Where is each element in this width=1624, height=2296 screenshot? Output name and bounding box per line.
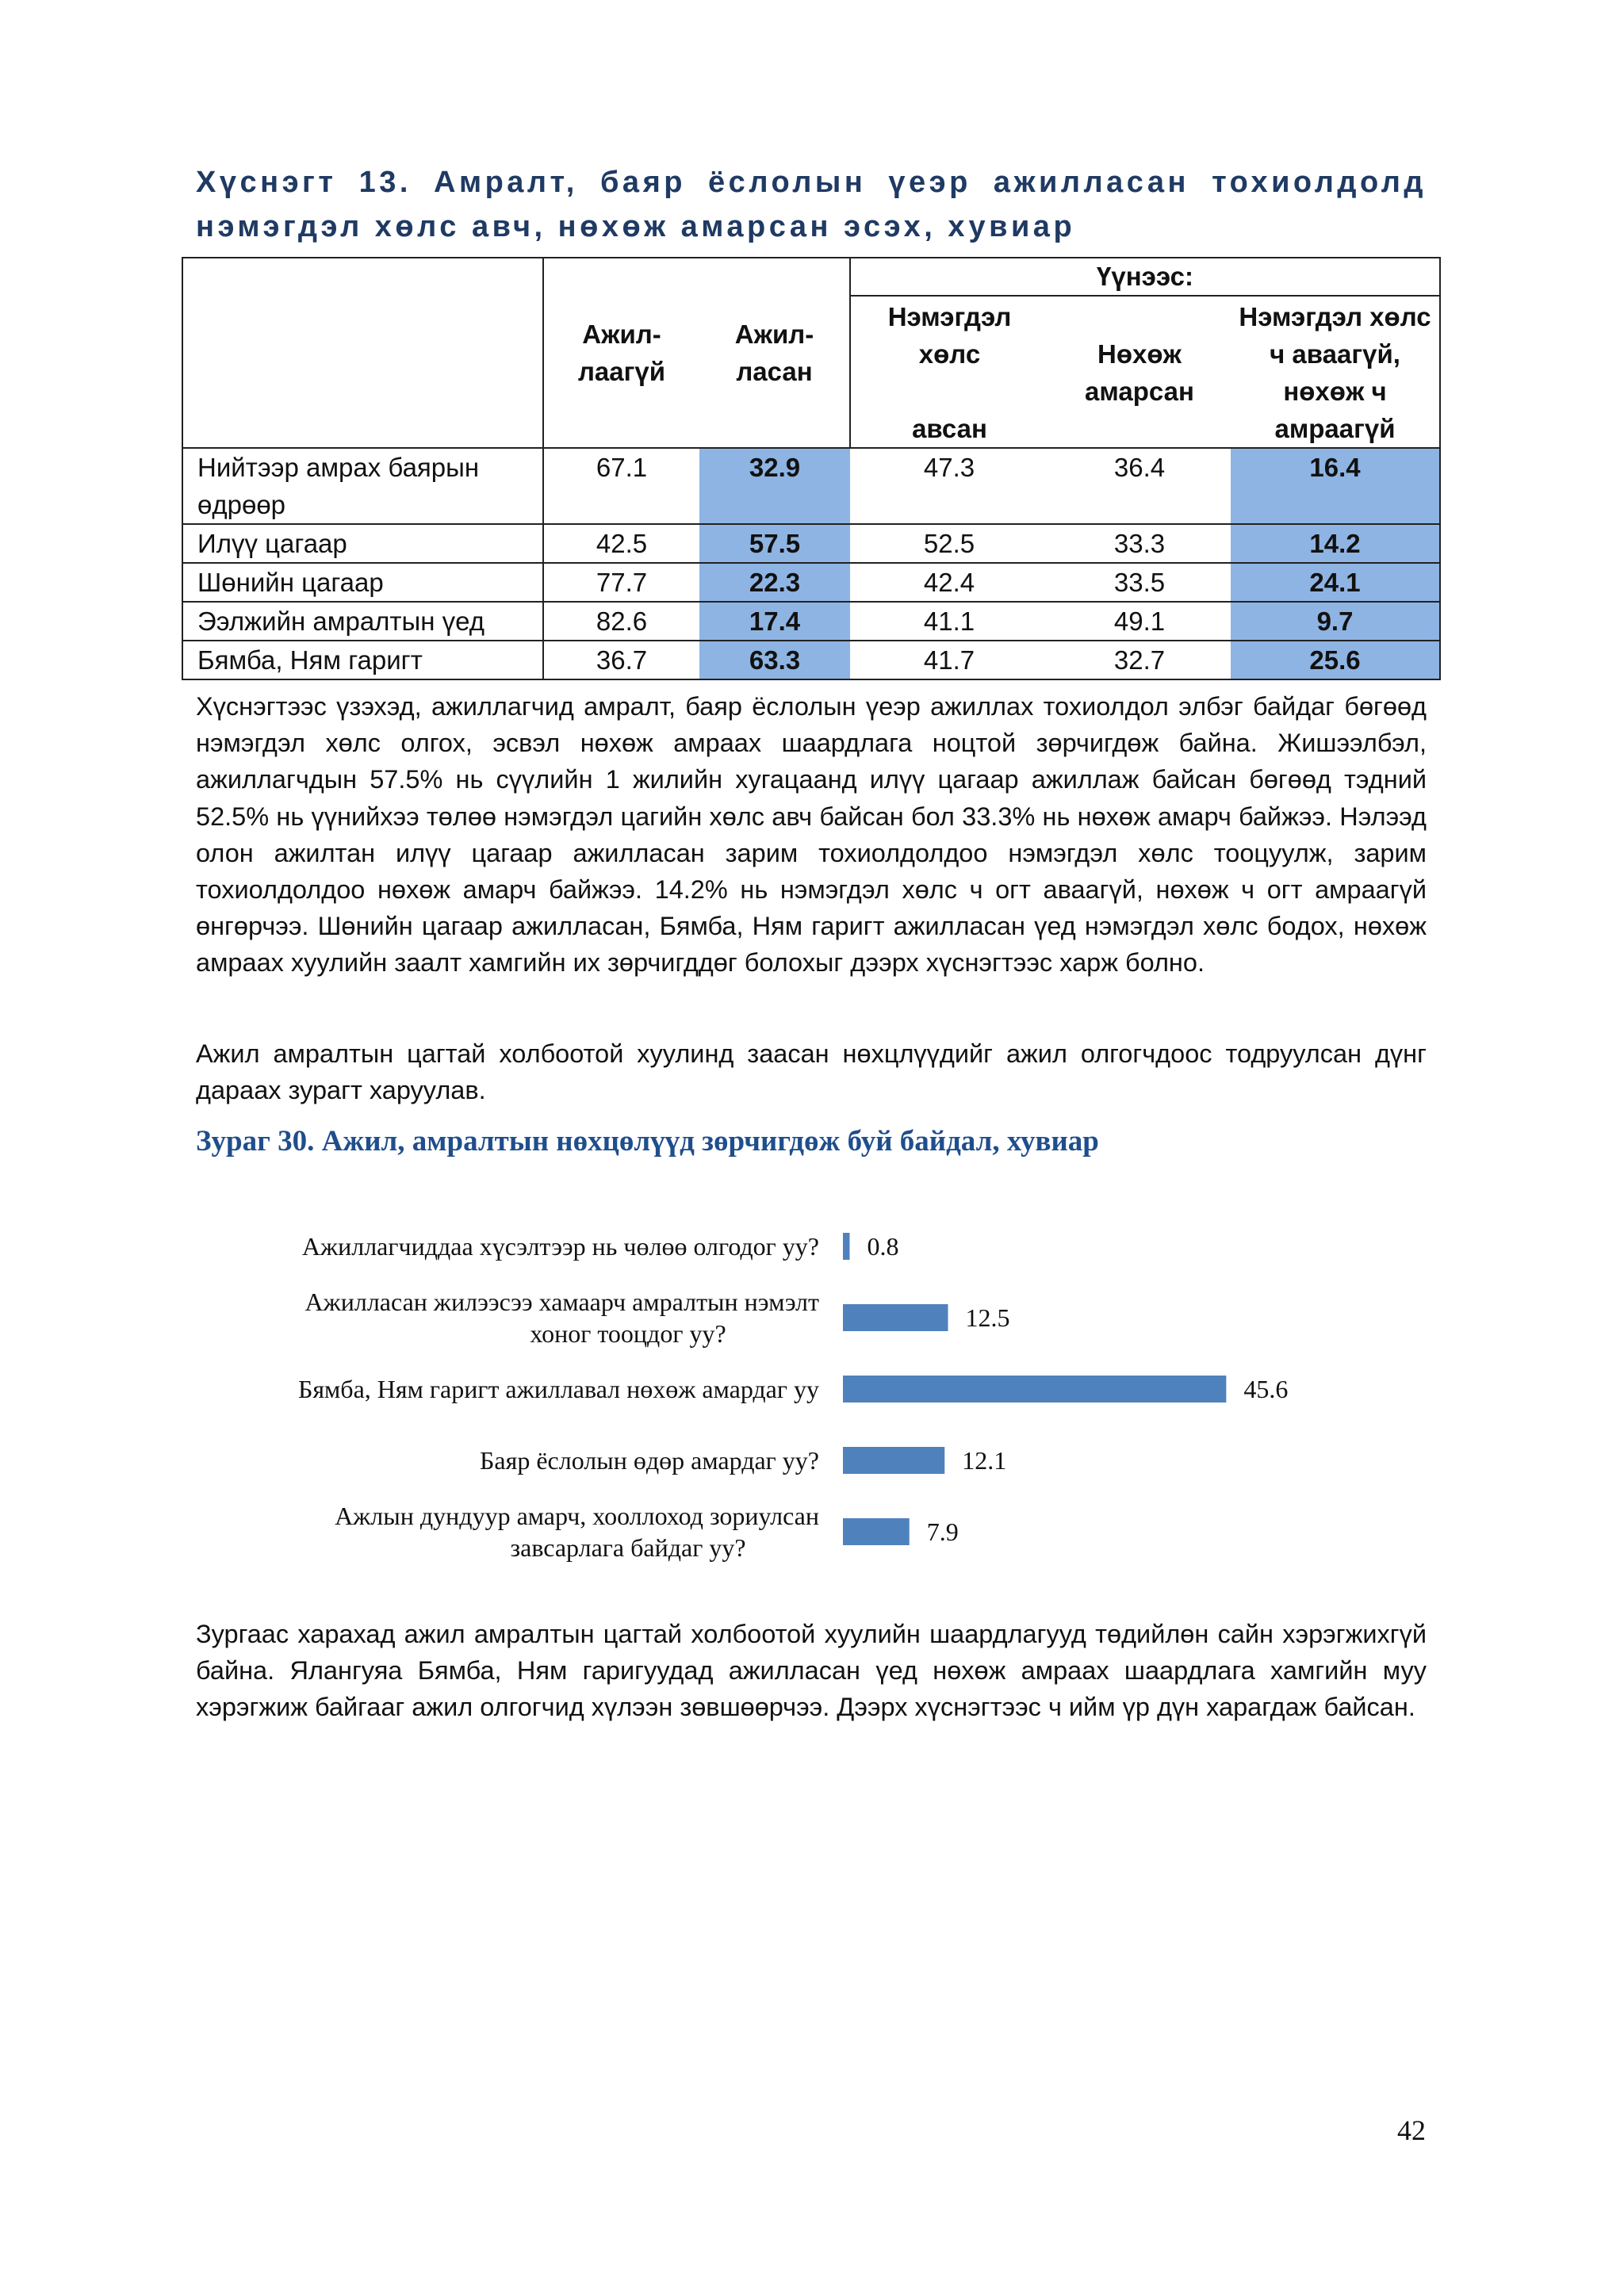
cell-not-worked: 42.5: [543, 524, 699, 563]
paragraph-table-analysis: Хүснэгтээс үзэхэд, ажиллагчид амралт, баяр ёслолын үеэр ажиллах тохиолдол элбэг байдаг бөгөөд нэмэгдэл хөлс олгох, эсвэл нөхөж амраах шаардлага ноцтой зөрчигдөж байна. Жишээлбэл, ажиллагчдын 57.5% нь сүүлийн 1 жилийн хугацаанд илүү цагаар ажиллаж байсан бөгөөд тэдний 52.5% нь үүнийхээ төлөө нэмэгдэл цагийн хөлс авч байсан бол 33.3% нь нөхөж амарч байжээ. Нэлээд олон ажилтан илүү цагаар ажилласан зарим тохиолдолдоо нэмэгдэл хөлс тооцуулж, зарим тохиолдолдоо нөхөж амарч байжээ. 14.2% нь нэмэгдэл хөлс ч огт аваагүй, нөхөж ч огт амраагүй өнгөрчээ. Шөнийн цагаар ажилласан, Бямба, Ням гаригт ажилласан үед нэмэгдэл хөлс бодох, нөхөж амраах хуулийн заалт хамгийн их зөрчигддөг болохыг дээрх хүснэгтээс харж болно.: [196, 692, 1427, 978]
cell-neither: 24.1: [1231, 563, 1440, 602]
cell-worked: 22.3: [699, 563, 850, 602]
cell-not-worked: 77.7: [543, 563, 699, 602]
category-label: Баяр ёслолын өдөр амардаг уу?: [480, 1446, 819, 1475]
header-comp-rest: Нөхөж амарсан: [1048, 296, 1231, 448]
cell-comp-rest: 36.4: [1048, 448, 1231, 524]
cell-comp-rest: 33.5: [1048, 563, 1231, 602]
data-label: 7.9: [926, 1517, 959, 1546]
table-row: [182, 563, 1440, 602]
cell-neither: 9.7: [1231, 602, 1440, 641]
category-label: Ажилласан жилээсээ хамаарч амралтын нэмэлт хоног тооцдог уу?: [304, 1288, 819, 1348]
category-label: Ажлын дундуур амарч, хооллоход зориулсан завсарлага байдаг уу?: [335, 1502, 819, 1562]
header-corner: [182, 258, 543, 448]
cell-comp-rest: 33.3: [1048, 524, 1231, 563]
bar: [843, 1304, 948, 1331]
paragraph-figure-analysis: Зургаас харахад ажил амралтын цагтай холбоотой хуулийн шаардлагууд төдийлөн сайн хэрэгжихгүй байна. Ялангуяа Бямба, Ням гаригуудад ажилласан үед нөхөж амраах шаардлага хамгийн муу хэрэгжиж байгааг ажил олгогчид хүлээн зөвшөөрчээ. Дээрх хүснэгтээс ч ийм үр дүн харагдаж байсан.: [196, 1620, 1427, 1722]
cell-extra-pay: 42.4: [850, 563, 1048, 602]
data-label: 0.8: [867, 1232, 899, 1261]
data-label: 12.1: [962, 1446, 1007, 1475]
bar: [843, 1518, 910, 1545]
table-row: [182, 641, 1440, 679]
cell-comp-rest: 49.1: [1048, 602, 1231, 641]
cell-extra-pay: 47.3: [850, 448, 1048, 524]
row-label: Илүү цагаар: [182, 524, 543, 563]
cell-worked: 32.9: [699, 448, 850, 524]
cell-neither: 25.6: [1231, 641, 1440, 679]
cell-neither: 14.2: [1231, 524, 1440, 563]
cell-extra-pay: 52.5: [850, 524, 1048, 563]
data-label: 45.6: [1243, 1375, 1289, 1403]
header-neither: Нэмэгдэл хөлс ч аваагүй, нөхөж ч амраагүй: [1231, 296, 1440, 448]
cell-comp-rest: 32.7: [1048, 641, 1231, 679]
bar: [843, 1447, 944, 1474]
category-label: Ажиллагчиддаа хүсэлтээр нь чөлөө олгодог уу?: [301, 1232, 819, 1261]
bar: [843, 1376, 1226, 1402]
row-label: Бямба, Ням гаригт: [182, 641, 543, 679]
table-row: [182, 602, 1440, 641]
header-worked: Ажил- ласан: [699, 258, 850, 448]
cell-not-worked: 82.6: [543, 602, 699, 641]
category-label: Бямба, Ням гаригт ажиллавал нөхөж амардаг уу: [297, 1375, 819, 1403]
header-group: Үүнээс:: [850, 258, 1440, 296]
table-title: Хүснэгт 13. Амралт, баяр ёслолын үеэр ажилласан тохиолдолд нэмэгдэл хөлс авч, нөхөж амарсан эсэх, хувиар: [196, 166, 1427, 243]
bar: [843, 1233, 849, 1260]
cell-extra-pay: 41.1: [850, 602, 1048, 641]
cell-worked: 17.4: [699, 602, 850, 641]
cell-extra-pay: 41.7: [850, 641, 1048, 679]
cell-not-worked: 67.1: [543, 448, 699, 524]
row-label: Шөнийн цагаар: [182, 563, 543, 602]
cell-not-worked: 36.7: [543, 641, 699, 679]
figure-title: Зураг 30. Ажил, амралтын нөхцөлүүд зөрчигдөж буй байдал, хувиар: [196, 1125, 1099, 1158]
paragraph-figure-intro: Ажил амралтын цагтай холбоотой хуулинд заасан нөхцлүүдийг ажил олгогчдоос тодруулсан дүнг дараах зурагт харуулав.: [196, 1039, 1427, 1105]
data-label: 12.5: [965, 1303, 1010, 1332]
cell-neither: 16.4: [1231, 448, 1440, 524]
bar-chart: [190, 1205, 1380, 1586]
data-table: [182, 257, 1441, 680]
table-row: [182, 524, 1440, 563]
row-label: Нийтээр амрах баярын өдрөөр: [182, 448, 543, 524]
header-extra-pay: Нэмэгдэл хөлс авсан: [850, 296, 1048, 448]
row-label: Ээлжийн амралтын үед: [182, 602, 543, 641]
page-number: 42: [1397, 2114, 1426, 2146]
cell-worked: 63.3: [699, 641, 850, 679]
table-row: [182, 448, 1440, 524]
cell-worked: 57.5: [699, 524, 850, 563]
header-not-worked: Ажил- лаагүй: [543, 258, 699, 448]
